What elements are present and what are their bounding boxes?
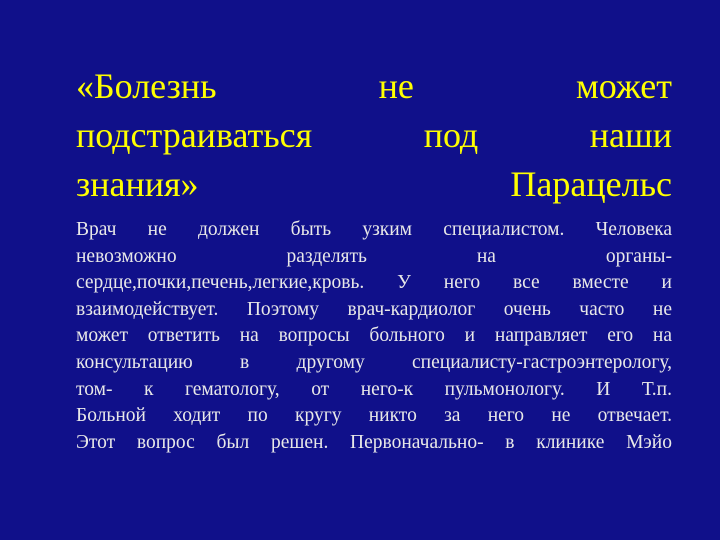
body-line-8: Больной ходит по кругу никто за него не отвечает. [76, 405, 672, 427]
body-line-9: Этот вопрос был решен. Первоначально- в клинике Мэйо [76, 431, 672, 453]
title-line-1: «Болезнь не может [76, 66, 672, 106]
body-line-6: консультацию в другому специалисту-гастроэнтерологу, [76, 351, 672, 373]
body-line-2: невозможно разделять на органы- [76, 245, 672, 267]
slide-body-text [76, 217, 672, 456]
body-line-4: взаимодействует. Поэтому врач-кардиолог очень часто не [76, 298, 672, 320]
slide-title [76, 62, 672, 209]
body-line-1: Врач не должен быть узким специалистом. Человека [76, 219, 672, 240]
body-line-7: том- к гематологу, от него-к пульмонологу. И Т.п. [76, 378, 672, 400]
title-line-2: подстраиваться под наши [76, 115, 672, 155]
body-line-3: сердце,почки,печень,легкие,кровь. У него все вместе и [76, 272, 672, 294]
title-line-3: знания» Парацельс [76, 164, 672, 204]
body-line-5: может ответить на вопросы больного и направляет его на [76, 325, 672, 347]
